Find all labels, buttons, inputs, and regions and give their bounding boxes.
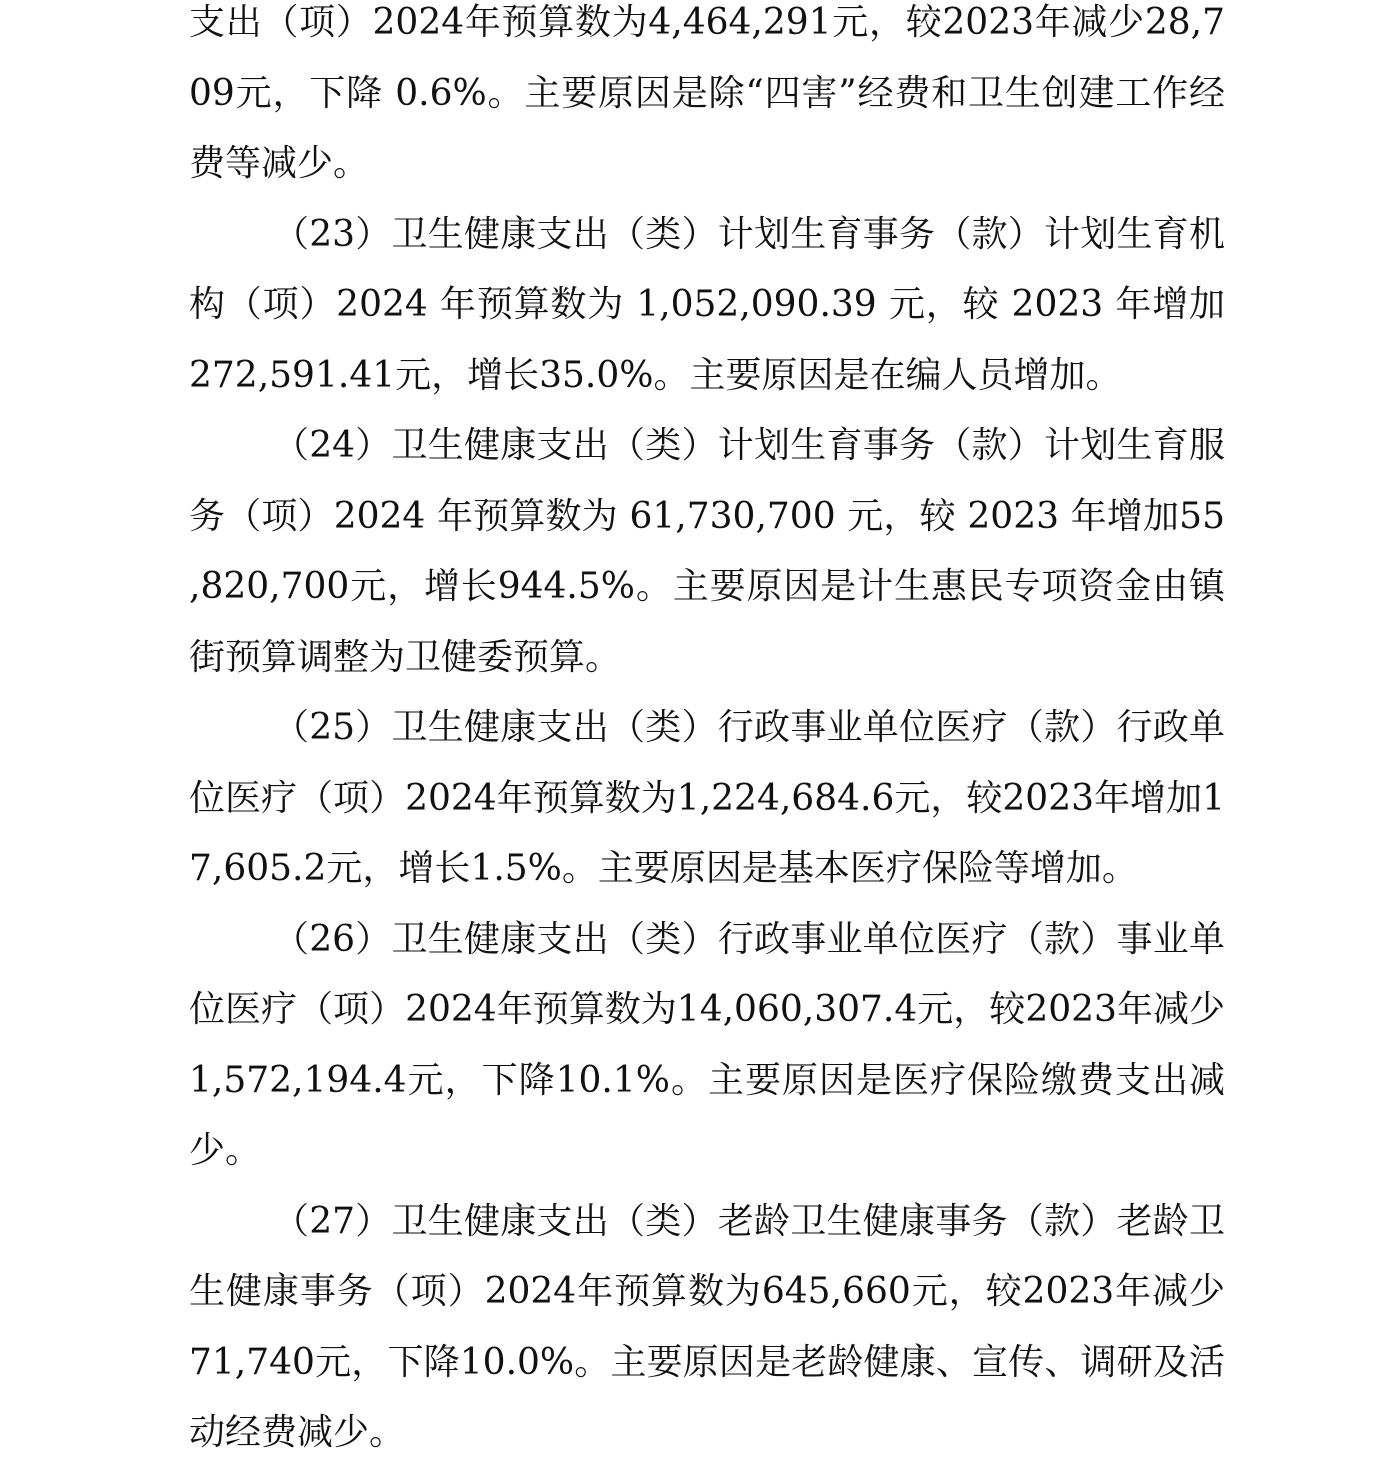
paragraph-26: （26）卫生健康支出（类）行政事业单位医疗（款）事业单位医疗（项）2024年预算数为14,060,307.4元，较2023年减少1,572,194.4元，下降10.1%。主要原因是医疗保险缴费支出减少。: [189, 918, 1225, 1171]
paragraph-23: （23）卫生健康支出（类）计划生育事务（款）计划生育机构（项）2024 年预算数为 1,052,090.39 元，较 2023 年增加272,591.41元，增长35.0%。主要原因是在编人员增加。: [189, 213, 1225, 396]
paragraph-22-continuation: 支出（项）2024年预算数为4,464,291元，较2023年减少28,709元，下降 0.6%。主要原因是除“四害”经费和卫生创建工作经费等减少。: [189, 2, 1225, 184]
document-page: [189, 0, 1225, 1469]
paragraph-24: （24）卫生健康支出（类）计划生育事务（款）计划生育服务（项）2024 年预算数为 61,730,700 元，较 2023 年增加55,820,700元，增长944.5%。主要原因是计生惠民专项资金由镇街预算调整为卫健委预算。: [189, 425, 1225, 678]
paragraph-27: （27）卫生健康支出（类）老龄卫生健康事务（款）老龄卫生健康事务（项）2024年预算数为645,660元，较2023年减少71,740元，下降10.0%。主要原因是老龄健康、宣传、调研及活动经费减少。: [189, 1200, 1225, 1453]
paragraph-25: （25）卫生健康支出（类）行政事业单位医疗（款）行政单位医疗（项）2024年预算数为1,224,684.6元，较2023年增加17,605.2元，增长1.5%。主要原因是基本医疗保险等增加。: [189, 707, 1225, 889]
